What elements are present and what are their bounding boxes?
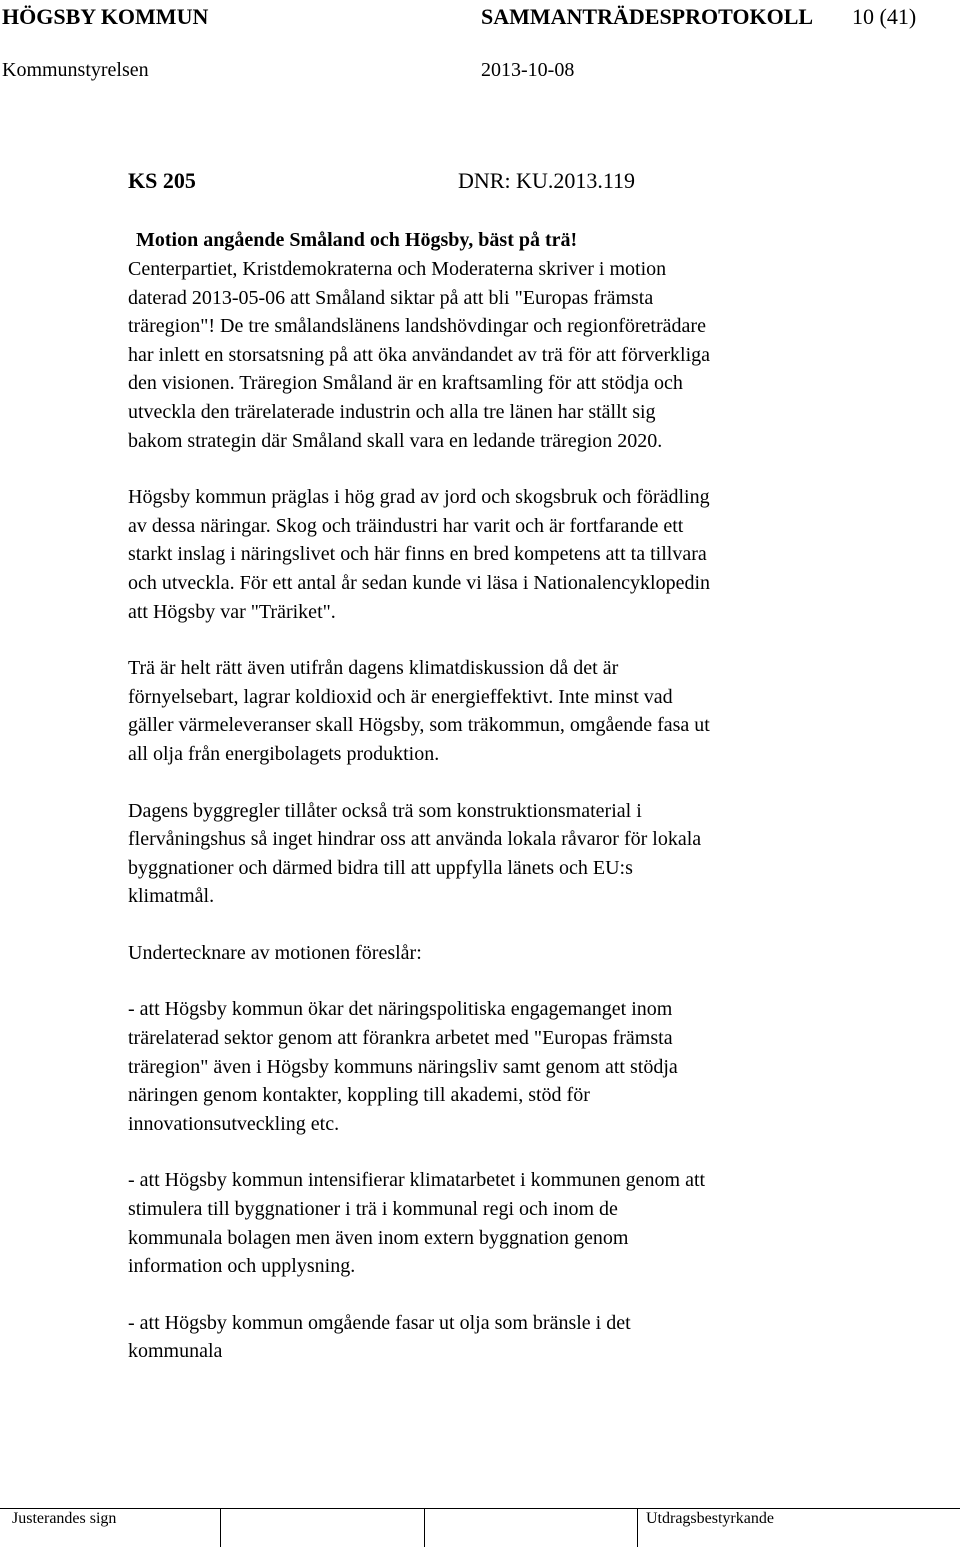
paragraph-line: - att Högsby kommun omgående fasar ut olja som bränsle i det: [128, 1311, 631, 1334]
footer-separator: [424, 1508, 425, 1547]
footer-divider: [0, 1508, 960, 1509]
paragraph-line: träregion" även i Högsby kommuns näringsliv samt genom att stödja: [128, 1055, 678, 1078]
paragraph: [128, 939, 928, 968]
paragraph-line: Trä är helt rätt även utifrån dagens klimatdiskussion då det är: [128, 657, 619, 680]
case-number: KS 205: [128, 168, 196, 193]
paragraph-line: gäller värmeleveranser skall Högsby, som träkommun, omgående fasa ut: [128, 714, 710, 737]
paragraph-line: Högsby kommun präglas i hög grad av jord och skogsbruk och förädling: [128, 486, 710, 509]
paragraph-line: bakom strategin där Småland skall vara en ledande träregion 2020.: [128, 429, 663, 452]
motion-paragraphs: [128, 255, 928, 1366]
municipality-name: HÖGSBY KOMMUN: [2, 4, 209, 29]
paragraph-line: har inlett en storsatsning på att öka användandet av trä för att förverkliga: [128, 343, 711, 366]
paragraph-line: och utveckla. För ett antal år sedan kunde vi läsa i Nationalencyklopedin: [128, 571, 711, 594]
extract-label: Utdragsbestyrkande: [646, 1510, 774, 1527]
paragraph-line: den visionen. Träregion Småland är en kraftsamling för att stödja och: [128, 372, 683, 395]
meeting-date: 2013-10-08: [481, 59, 575, 81]
paragraph-line: Dagens byggregler tillåter också trä som konstruktionsmaterial i: [128, 799, 642, 822]
paragraph: [128, 1166, 928, 1280]
board-name: Kommunstyrelsen: [2, 59, 149, 81]
paragraph-line: att Högsby var "Träriket".: [128, 600, 336, 623]
paragraph-line: förnyelsebart, lagrar koldioxid och är energieffektivt. Inte minst vad: [128, 685, 673, 708]
paragraph-line: träregion"! De tre smålandslänens landshövdingar och regionföreträdare: [128, 315, 706, 338]
page-number: 10 (41): [852, 4, 917, 29]
paragraph-line: klimatmål.: [128, 885, 215, 908]
paragraph-line: näringen genom kontakter, koppling till akademi, stöd för: [128, 1084, 590, 1107]
sign-label: Justerandes sign: [12, 1510, 117, 1527]
paragraph: [128, 797, 928, 911]
paragraph: [128, 995, 928, 1138]
paragraph-line: stimulera till byggnationer i trä i kommunal regi och inom de: [128, 1198, 618, 1221]
paragraph-line: flervåningshus så inget hindrar oss att använda lokala råvaror för lokala: [128, 828, 702, 851]
paragraph-line: - att Högsby kommun ökar det näringspolitiska engagemanget inom: [128, 998, 673, 1021]
document-type: SAMMANTRÄDESPROTOKOLL: [481, 4, 814, 29]
case-dnr: DNR: KU.2013.119: [458, 168, 636, 193]
paragraph: [128, 255, 928, 455]
paragraph-line: byggnationer och därmed bidra till att uppfylla länets och EU:s: [128, 856, 633, 879]
paragraph-line: information och upplysning.: [128, 1255, 356, 1278]
paragraph-line: Undertecknare av motionen föreslår:: [128, 941, 422, 964]
paragraph-line: kommunala bolagen men även inom extern byggnation genom: [128, 1226, 629, 1249]
paragraph-line: innovationsutveckling etc.: [128, 1112, 340, 1135]
paragraph-line: - att Högsby kommun intensifierar klimatarbetet i kommunen genom att: [128, 1169, 706, 1192]
footer-separator: [637, 1508, 638, 1547]
paragraph-line: starkt inslag i näringslivet och här finns en bred kompetens att ta tillvara: [128, 543, 707, 566]
paragraph-line: av dessa näringar. Skog och träindustri har varit och är fortfarande ett: [128, 514, 684, 537]
paragraph-line: daterad 2013-05-06 att Småland siktar på att bli "Europas främsta: [128, 286, 654, 309]
paragraph-line: trärelaterad sektor genom att förankra arbetet med "Europas främsta: [128, 1027, 673, 1050]
footer-separator: [220, 1508, 221, 1547]
paragraph-line: kommunala: [128, 1340, 223, 1363]
paragraph: [128, 654, 928, 768]
motion-body: [128, 226, 928, 1366]
motion-title: Motion angående Småland och Högsby, bäst på trä!: [136, 229, 578, 251]
paragraph-line: Centerpartiet, Kristdemokraterna och Moderaterna skriver i motion: [128, 258, 667, 280]
paragraph-line: all olja från energibolagets produktion.: [128, 742, 440, 765]
paragraph: [128, 483, 928, 626]
signature-footer: [0, 1508, 960, 1547]
paragraph: [128, 1309, 928, 1366]
paragraph-line: utveckla den trärelaterade industrin och alla tre länen har ställt sig: [128, 400, 656, 423]
